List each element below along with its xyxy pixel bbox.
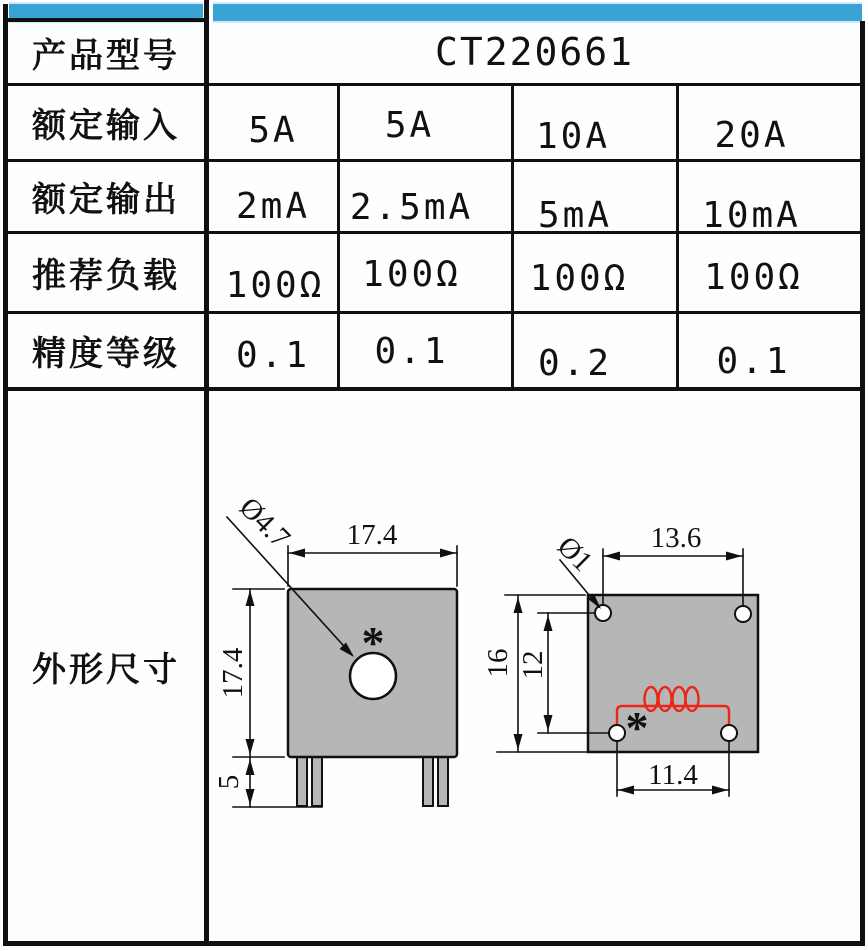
arrowhead bbox=[246, 759, 255, 775]
dim-label-row-span: 12 bbox=[517, 650, 549, 680]
pin bbox=[423, 757, 433, 806]
dim-label-bottom-pitch: 11.4 bbox=[648, 759, 698, 791]
pin-hole bbox=[595, 605, 611, 621]
dim-label-bottom-height: 16 bbox=[482, 648, 514, 678]
arrowhead bbox=[712, 786, 728, 795]
product-model-value: CT220661 bbox=[434, 30, 635, 74]
arrowhead bbox=[604, 552, 620, 561]
row-label-rated-input: 额定输入 bbox=[32, 107, 180, 145]
accuracy-class-value: 0.2 bbox=[537, 343, 613, 384]
polarity-mark-bottom: * bbox=[625, 702, 649, 753]
row-label-product-model: 产品型号 bbox=[32, 36, 180, 75]
polarity-mark-front: * bbox=[361, 617, 385, 668]
arrowhead bbox=[618, 786, 634, 795]
rated-input-value: 5A bbox=[384, 105, 435, 146]
arrowhead bbox=[544, 715, 553, 731]
accuracy-class-value: 0.1 bbox=[235, 335, 311, 376]
recommended-load-value: 100Ω bbox=[225, 265, 325, 306]
dimension-extension-lines bbox=[288, 546, 457, 586]
pin bbox=[438, 757, 448, 806]
accuracy-class-value: 0.1 bbox=[374, 331, 449, 372]
bottom-view bbox=[482, 522, 758, 796]
arrowhead bbox=[246, 590, 255, 606]
arrowhead bbox=[246, 739, 255, 755]
accuracy-class-value: 0.1 bbox=[716, 341, 791, 382]
pin bbox=[297, 757, 307, 806]
rated-output-value: 5mA bbox=[537, 195, 613, 236]
pin-hole bbox=[735, 606, 751, 622]
row-label-accuracy-class: 精度等级 bbox=[32, 335, 180, 373]
recommended-load-value: 100Ω bbox=[704, 257, 803, 298]
rated-output-value: 2.5mA bbox=[349, 187, 474, 228]
rated-output-value: 2mA bbox=[235, 186, 311, 227]
arrowhead bbox=[246, 789, 255, 805]
pin bbox=[312, 757, 322, 806]
arrowhead bbox=[514, 597, 523, 613]
row-label-outline-dimensions: 外形尺寸 bbox=[32, 650, 180, 689]
arrowhead bbox=[726, 552, 742, 561]
rated-input-value: 5A bbox=[248, 110, 298, 151]
arrowhead bbox=[440, 549, 456, 558]
dim-label-pin-length: 5 bbox=[213, 774, 245, 790]
dim-label-front-width: 17.4 bbox=[346, 519, 398, 551]
rated-output-value: 10mA bbox=[702, 195, 801, 236]
arrowhead bbox=[544, 615, 553, 631]
arrowhead bbox=[514, 734, 523, 750]
rated-input-value: 20A bbox=[714, 115, 789, 156]
rated-input-value: 10A bbox=[535, 116, 611, 157]
recommended-load-value: 100Ω bbox=[362, 254, 461, 295]
dim-label-hole-dia: Ø4.7 bbox=[233, 491, 297, 555]
dim-label-pin-hole-dia: Ø1 bbox=[551, 530, 599, 579]
dim-label-top-pitch: 13.6 bbox=[650, 522, 702, 554]
pin-hole bbox=[721, 725, 737, 741]
dim-label-front-height: 17.4 bbox=[217, 647, 249, 699]
front-view bbox=[213, 491, 457, 807]
row-label-rated-output: 额定输出 bbox=[32, 181, 180, 219]
pin-hole bbox=[609, 725, 625, 741]
row-label-recommended-load: 推荐负载 bbox=[32, 257, 180, 295]
arrowhead bbox=[289, 549, 305, 558]
recommended-load-value: 100Ω bbox=[529, 258, 629, 299]
